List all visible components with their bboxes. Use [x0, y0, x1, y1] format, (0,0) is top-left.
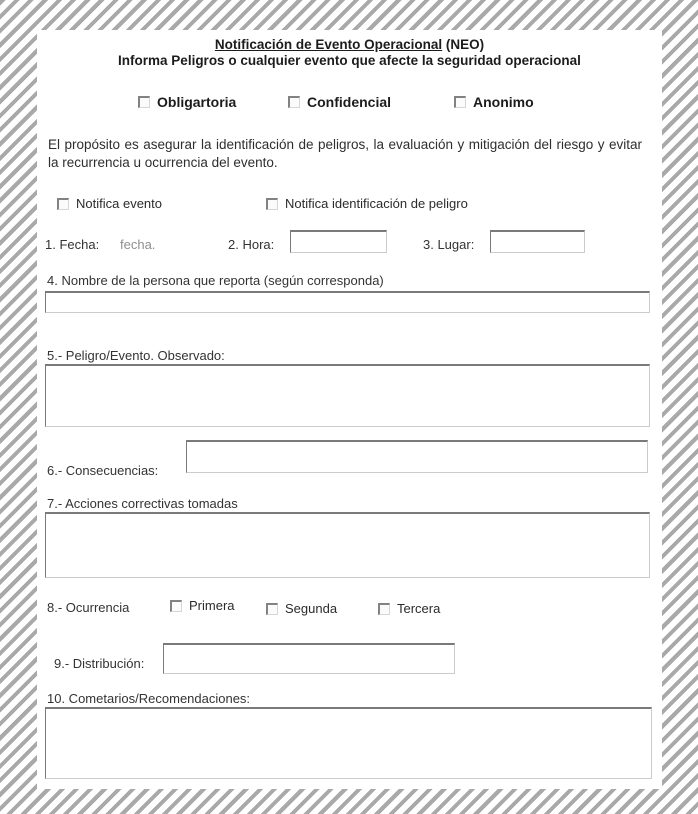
- tercera-checkbox[interactable]: [378, 603, 390, 615]
- tercera-option[interactable]: [378, 601, 440, 616]
- notifica-peligro-label: Notifica identificación de peligro: [285, 196, 468, 211]
- consecuencias-input[interactable]: [186, 440, 648, 473]
- lugar-label: 3. Lugar:: [423, 237, 475, 252]
- tercera-label: Tercera: [397, 601, 441, 616]
- nombre-input[interactable]: [45, 291, 650, 313]
- primera-label: Primera: [189, 598, 235, 613]
- segunda-option[interactable]: [266, 601, 337, 616]
- distribucion-label: 9.- Distribución:: [54, 656, 145, 671]
- notifica-evento-checkbox[interactable]: [57, 198, 69, 210]
- segunda-checkbox[interactable]: [266, 603, 278, 615]
- notifica-evento-label: Notifica evento: [76, 196, 162, 211]
- form-title-underlined: Notificación de Evento Operacional: [214, 37, 443, 52]
- fecha-value[interactable]: fecha.: [120, 237, 156, 252]
- peligro-label: 5.- Peligro/Evento. Observado:: [47, 348, 225, 363]
- anonimo-option[interactable]: [454, 94, 534, 110]
- lugar-input[interactable]: [490, 230, 585, 253]
- notifica-peligro-checkbox[interactable]: [266, 198, 278, 210]
- purpose-text: El propósito es asegurar la identificación de peligros, la evaluación y mitigación del riesgo y evitar la recurrencia u ocurrencia del evento.: [48, 137, 642, 170]
- form-header: [37, 37, 662, 69]
- comentarios-textarea[interactable]: [45, 707, 652, 779]
- peligro-textarea[interactable]: [45, 364, 650, 427]
- primera-option[interactable]: [170, 598, 235, 613]
- notifica-evento-option[interactable]: [57, 196, 162, 211]
- obligatoria-option[interactable]: [138, 94, 236, 110]
- anonimo-label: Anonimo: [473, 94, 534, 110]
- hora-label: 2. Hora:: [228, 237, 275, 252]
- form-subtitle: Informa Peligros o cualquier evento que afecte la seguridad operacional: [118, 53, 581, 68]
- fecha-label: 1. Fecha:: [45, 237, 100, 252]
- form-title: [37, 37, 662, 53]
- form-title-neo: (NEO): [442, 37, 485, 52]
- form-page: [37, 30, 662, 789]
- hora-input[interactable]: [290, 230, 387, 253]
- comentarios-label: 10. Cometarios/Recomendaciones:: [47, 691, 251, 706]
- consecuencias-label: 6.- Consecuencias:: [47, 463, 159, 478]
- primera-checkbox[interactable]: [170, 600, 182, 612]
- anonimo-checkbox[interactable]: [454, 96, 466, 108]
- confidencial-checkbox[interactable]: [288, 96, 300, 108]
- ocurrencia-label: 8.- Ocurrencia: [47, 600, 130, 615]
- confidencial-option[interactable]: [288, 94, 391, 110]
- notifica-peligro-option[interactable]: [266, 196, 468, 211]
- nombre-label: 4. Nombre de la persona que reporta (según corresponda): [47, 273, 384, 288]
- acciones-textarea[interactable]: [45, 512, 650, 578]
- distribucion-input[interactable]: [163, 643, 455, 674]
- obligatoria-checkbox[interactable]: [138, 96, 150, 108]
- segunda-label: Segunda: [285, 601, 338, 616]
- acciones-label: 7.- Acciones correctivas tomadas: [47, 496, 238, 511]
- obligatoria-label: Obligartoria: [157, 94, 237, 110]
- confidencial-label: Confidencial: [307, 94, 392, 110]
